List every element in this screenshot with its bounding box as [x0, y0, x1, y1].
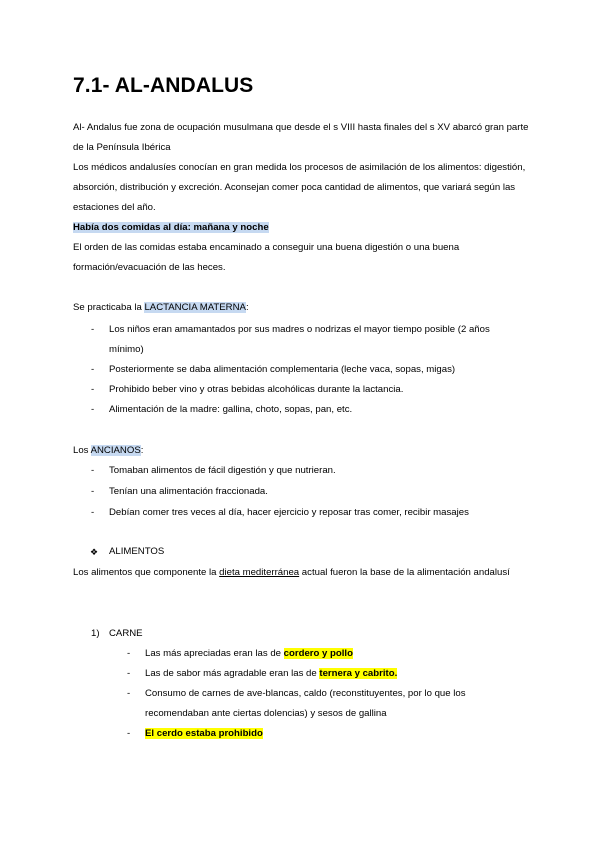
bullet-marker: -	[91, 486, 95, 497]
lactancia-heading: Se practicaba la LACTANCIA MATERNA:	[73, 302, 249, 313]
bullet-marker: -	[127, 728, 131, 739]
bullet-marker: -	[91, 324, 95, 335]
meals-line	[73, 218, 533, 238]
cerdo-prohibido-highlight: El cerdo estaba prohibido	[145, 728, 263, 739]
bullet-marker: -	[127, 668, 131, 679]
page-title: 7.1- AL-ANDALUS	[73, 74, 254, 97]
cordero-pollo-highlight: cordero y pollo	[283, 648, 353, 659]
intro-paragraph-3: El orden de las comidas estaba encaminado a conseguir una buena digestión o una buena formación/evacuación de las heces.	[73, 242, 460, 273]
ancianos-item-3: Debían comer tres veces al día, hacer ejercicio y reposar tras comer, recibir masajes	[109, 507, 469, 518]
bullet-marker: -	[91, 404, 95, 415]
lactancia-keyword: LACTANCIA MATERNA	[144, 302, 246, 313]
carne-item-2: Las de sabor más agradable eran las de ternera y cabrito.	[145, 668, 398, 679]
bullet-marker: -	[91, 384, 95, 395]
dieta-mediterranea-link: dieta mediterránea	[219, 567, 300, 578]
alimentos-heading: ALIMENTOS	[109, 546, 165, 557]
alimentos-paragraph: Los alimentos que componente la dieta mediterránea actual fueron la base de la alimentación andalusí	[73, 567, 510, 578]
lactancia-item-3: Prohibido beber vino y otras bebidas alcohólicas durante la lactancia.	[109, 384, 404, 395]
bullet-marker: -	[91, 364, 95, 375]
ancianos-item-2: Tenían una alimentación fraccionada.	[109, 486, 268, 497]
ternera-cabrito-highlight: ternera y cabrito.	[319, 668, 398, 679]
bullet-marker: -	[91, 465, 95, 476]
bullet-marker: -	[127, 688, 131, 699]
ancianos-item-1: Tomaban alimentos de fácil digestión y que nutrieran.	[109, 465, 336, 476]
bullet-marker: -	[127, 648, 131, 659]
meals-highlight: Había dos comidas al día: mañana y noche	[73, 222, 269, 233]
carne-item-3: Consumo de carnes de ave-blancas, caldo (reconstituyentes, por lo que los recomendaban ante ciertas dolencias) y sesos de gallina	[145, 688, 466, 719]
intro-paragraph-2: Los médicos andalusíes conocían en gran medida los procesos de asimilación de los alimentos: digestión, absorción, distribución y excreción. Aconsejan comer poca cantidad de alimentos, que variará según las estaciones del año.	[73, 162, 526, 213]
intro-paragraph-1: Al- Andalus fue zona de ocupación musulmana que desde el s VIII hasta finales del s XV abarcó gran parte de la Península Ibérica	[73, 122, 529, 153]
carne-item-1: Las más apreciadas eran las de cordero y pollo	[145, 648, 353, 659]
lactancia-item-2: Posteriormente se daba alimentación complementaria (leche vaca, sopas, migas)	[109, 364, 456, 375]
bullet-marker: -	[91, 507, 95, 518]
lactancia-item-4: Alimentación de la madre: gallina, choto, sopas, pan, etc.	[109, 404, 353, 415]
carne-heading: CARNE	[109, 628, 143, 639]
ancianos-heading: Los ANCIANOS:	[73, 445, 144, 456]
carne-item-4	[145, 724, 485, 744]
diamond-bullet-icon: ❖	[90, 547, 99, 557]
carne-number: 1)	[91, 628, 100, 639]
lactancia-item-1: Los niños eran amamantados por sus madres o nodrizas el mayor tiempo posible (2 años mínimo)	[109, 324, 490, 355]
ancianos-keyword: ANCIANOS	[90, 445, 141, 456]
